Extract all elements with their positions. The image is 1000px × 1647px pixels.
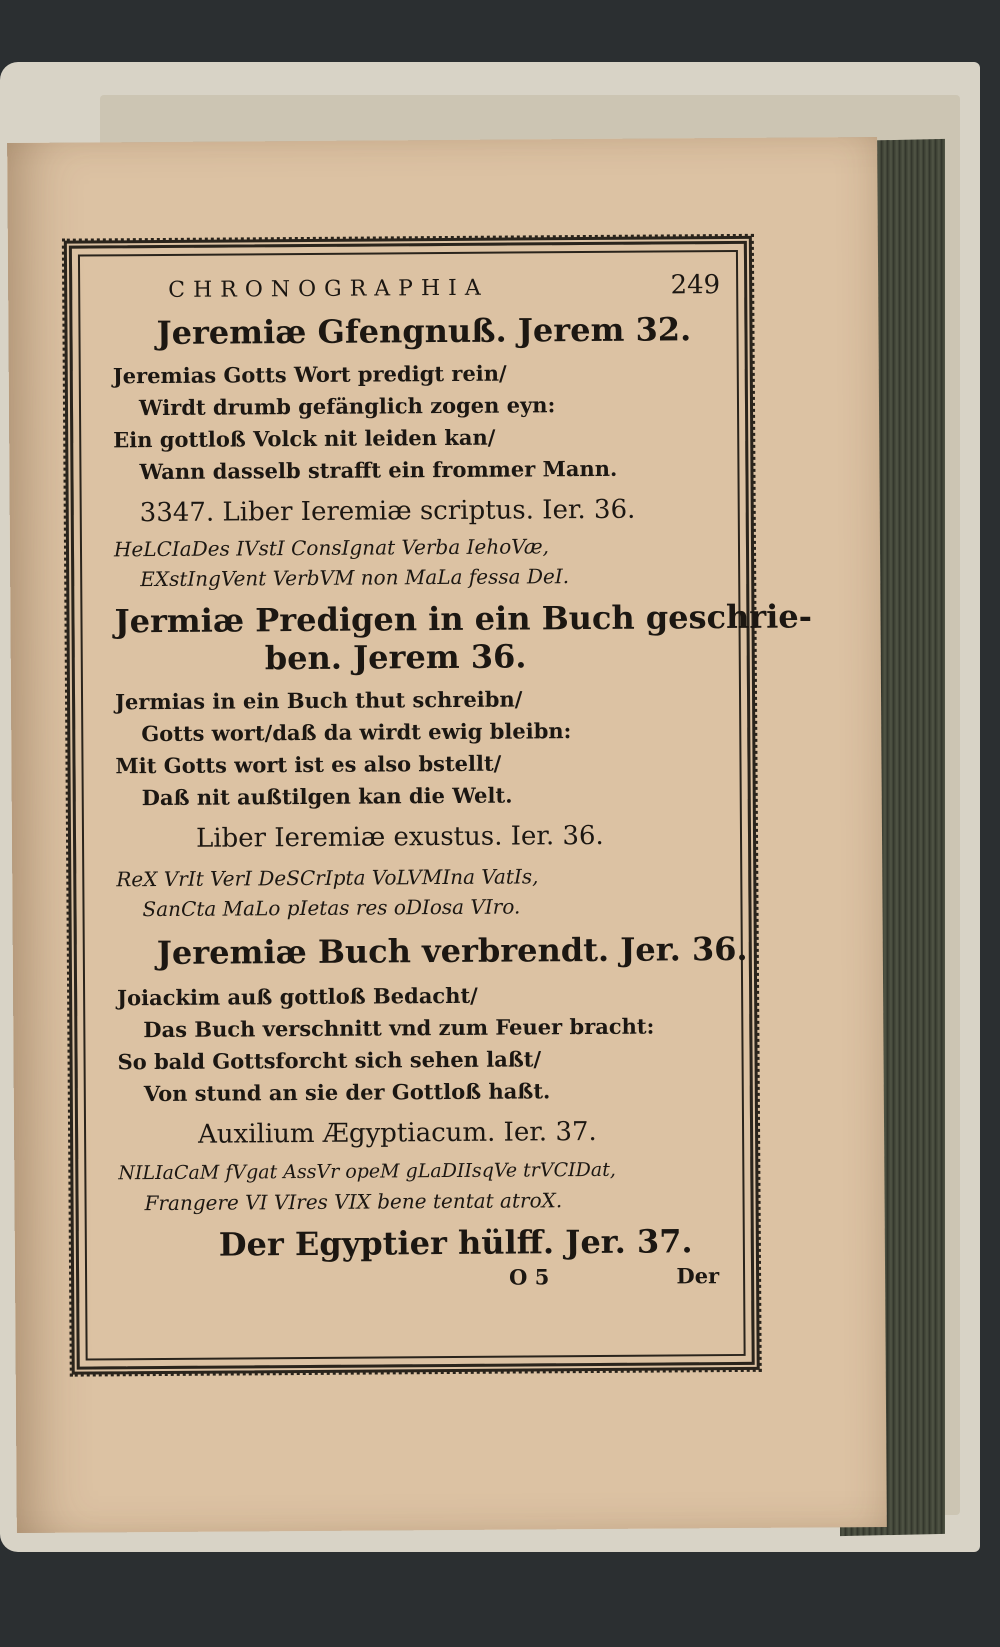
page-footer — [509, 1260, 719, 1293]
verse-line: Gotts wort/daß da wirdt ewig bleibn: — [141, 718, 572, 747]
latin-heading: Auxilium Ægyptiacum. Ier. 37. — [197, 1116, 597, 1150]
section-heading: Der Egyptier hülff. Jer. 37. — [218, 1222, 693, 1264]
verse-line: Jermias in ein Buch thut schreibn/ — [114, 686, 523, 715]
book-page — [7, 137, 887, 1533]
latin-line: HeLCIaDes IVstI ConsIgnat Verba IehoVæ, — [113, 534, 550, 562]
verse-line: Daß nit außtilgen kan die Welt. — [141, 782, 513, 811]
latin-line: SanCta MaLo pIetas res oDIosa VIro. — [142, 894, 521, 922]
page-number: 249 — [670, 270, 721, 301]
section-heading: Jermiæ Predigen in ein Buch geschrie- — [114, 597, 813, 641]
latin-line: NILIaCaM fVgat AssVr opeM gLaDIIsqVe trVCIDat, — [118, 1158, 616, 1185]
latin-line: ReX VrIt VerI DeSCrIpta VoLVMIna VatIs, — [116, 864, 539, 892]
verse-line: Jeremias Gotts Wort predigt rein/ — [112, 360, 507, 389]
latin-heading: Liber Ieremiæ exustus. Ier. 36. — [195, 820, 604, 854]
section-heading: Jeremiæ Gfengnuß. Jerem 32. — [156, 310, 692, 353]
section-heading: Jeremiæ Buch verbrendt. Jer. 36. — [156, 929, 748, 973]
page-content — [112, 264, 813, 1296]
latin-line: EXstIngVent VerbVM non MaLa fessa DeI. — [140, 564, 570, 592]
latin-heading: 3347. Liber Ieremiæ scriptus. Ier. 36. — [139, 494, 636, 529]
verse-line: Von stund an sie der Gottloß haßt. — [143, 1078, 551, 1107]
verse-line: Mit Gotts wort ist es also bstellt/ — [115, 750, 502, 779]
verse-line: Wann dasselb strafft ein frommer Mann. — [139, 455, 618, 485]
catchword: Der — [676, 1263, 720, 1289]
verse-line: Ein gottloß Volck nit leiden kan/ — [113, 424, 496, 453]
verse-line: Joiackim auß gottloß Bedacht/ — [117, 982, 478, 1011]
verse-line: Das Buch verschnitt vnd zum Feuer bracht: — [143, 1013, 655, 1043]
latin-line: Frangere VI VIres VIX bene tentat atroX. — [144, 1188, 563, 1216]
verse-line: So bald Gottsforcht sich sehen laßt/ — [117, 1046, 542, 1075]
running-head — [168, 270, 720, 304]
running-head-title: CHRONOGRAPHIA — [168, 275, 489, 303]
verse-line: Wirdt drumb gefänglich zogen eyn: — [138, 392, 556, 421]
section-heading: ben. Jerem 36. — [264, 637, 527, 678]
ornamental-border — [64, 236, 813, 1375]
signature-mark: O 5 — [509, 1264, 550, 1290]
